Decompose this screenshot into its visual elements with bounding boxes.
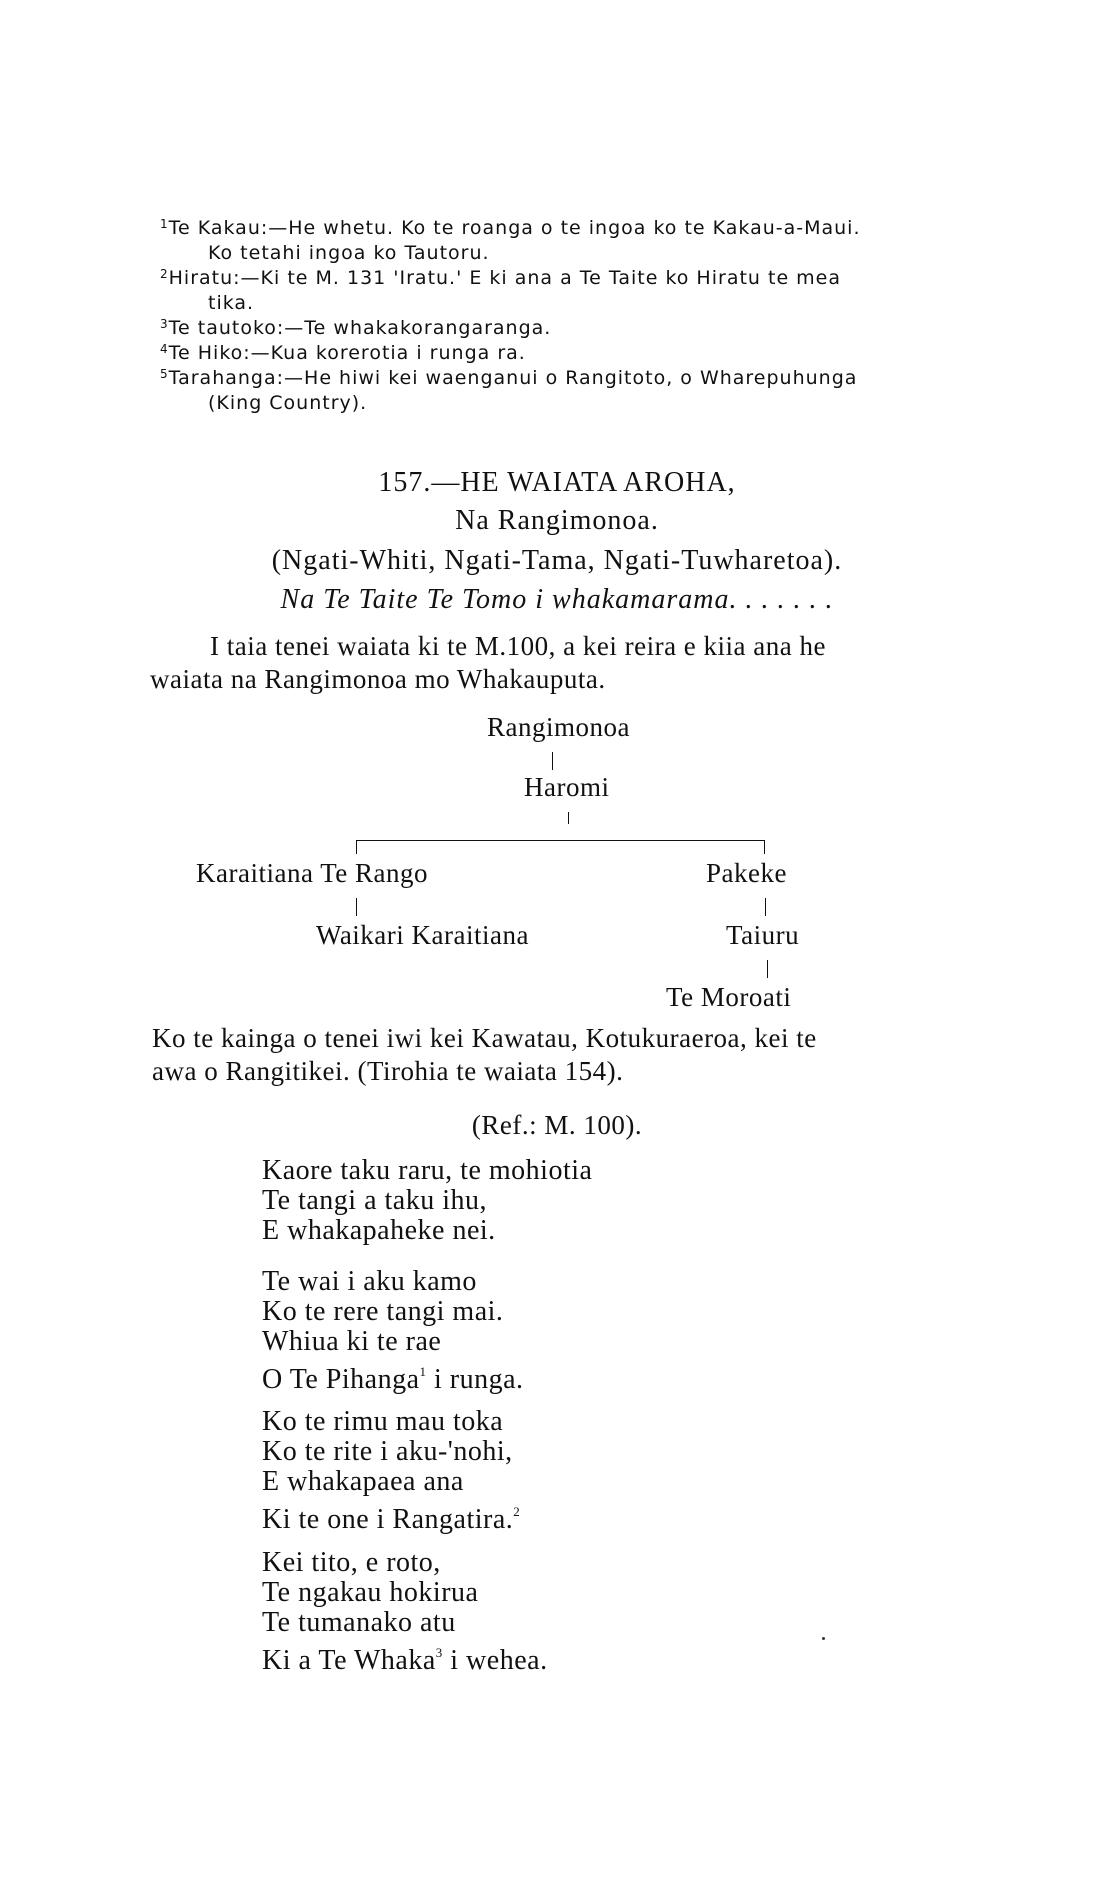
- verse-line: Te tangi a taku ihu,: [262, 1185, 487, 1216]
- footnote-number: 4: [160, 342, 169, 356]
- verse-line: Ko te rimu mau toka: [262, 1406, 504, 1437]
- footnote-text: Te tautoko:—Te whakakorangaranga.: [168, 317, 552, 339]
- footnote-2: [160, 262, 980, 316]
- footnote-number: 2: [160, 267, 169, 281]
- verse-line: Te wai i aku kamo: [262, 1266, 477, 1297]
- verse-text: Ki a Te Whaka: [262, 1645, 436, 1676]
- footnote-text: Ko tetahi ingoa ko Tautoru.: [208, 242, 490, 264]
- verse-text: Ki te one i Rangatira.: [262, 1504, 514, 1535]
- genealogy-connector: [356, 898, 357, 916]
- verse-line: Ko te rite i aku-'nohi,: [262, 1436, 513, 1467]
- footnote-number: 5: [160, 367, 169, 381]
- footnote-number: 3: [160, 317, 169, 331]
- note-line: awa o Rangitikei. (Tirohia te waiata 154).: [152, 1056, 624, 1086]
- genealogy-connector: [356, 840, 357, 854]
- intro-line: I taia tenei waiata ki te M.100, a kei reira e kiia ana he: [210, 631, 826, 661]
- stanza-4: [262, 1548, 548, 1676]
- stanza-3: [262, 1407, 520, 1535]
- genealogy-connector: [767, 960, 768, 978]
- footnote-text: (King Country).: [208, 392, 368, 414]
- verse-text: O Te Pihanga: [262, 1364, 420, 1395]
- footnote-text: Te Kakau:—He whetu. Ko te roanga o te ingoa ko te Kakau-a-Maui.: [168, 217, 861, 239]
- footnote-number: 1: [160, 217, 169, 231]
- footnote-text: Tarahanga:—He hiwi kei waenganui o Rangitoto, o Wharepuhunga: [168, 367, 858, 389]
- footnote-text: tika.: [208, 292, 255, 314]
- genealogy-right-1: Pakeke: [706, 858, 787, 888]
- verse-line: Kaore taku raru, te mohiotia: [262, 1155, 593, 1186]
- genealogy-branch-line: [356, 840, 764, 841]
- verse-line: Whiua ki te rae: [262, 1326, 442, 1357]
- genealogy-connector: [764, 840, 765, 854]
- intro-paragraph: [150, 630, 980, 696]
- stanza-1: [262, 1156, 592, 1246]
- verse-line: E whakapaheke nei.: [262, 1215, 496, 1246]
- verse-line: [262, 1638, 548, 1676]
- genealogy-left-2: Waikari Karaitiana: [316, 920, 529, 950]
- verse-line: Te ngakau hokirua: [262, 1577, 479, 1608]
- footnote-marker: 1: [419, 1364, 427, 1379]
- intro-line: waiata na Rangimonoa mo Whakauputa.: [150, 664, 606, 694]
- genealogy-connector: [552, 752, 553, 770]
- genealogy-right-3: Te Moroati: [666, 982, 792, 1012]
- song-title: 157.—HE WAIATA AROHA,: [378, 467, 736, 498]
- ink-speck: [822, 1637, 825, 1640]
- verse-text: i wehea.: [442, 1645, 548, 1676]
- genealogy-child: Haromi: [524, 772, 610, 802]
- verse-text: i runga.: [426, 1364, 524, 1395]
- footnote-text: Te Hiko:—Kua korerotia i runga ra.: [168, 342, 526, 364]
- verse-line: Ko te rere tangi mai.: [262, 1296, 504, 1327]
- genealogy-connector: [568, 812, 569, 824]
- song-tribes: (Ngati-Whiti, Ngati-Tama, Ngati-Tuwharetoa).: [271, 545, 843, 576]
- genealogy-root: Rangimonoa: [487, 712, 630, 742]
- footnote-marker: 2: [513, 1504, 521, 1519]
- genealogy-left-1: Karaitiana Te Rango: [196, 858, 429, 888]
- stanza-2: [262, 1267, 524, 1395]
- genealogy-connector: [765, 898, 766, 916]
- reference: (Ref.: M. 100).: [471, 1110, 643, 1140]
- verse-line: Kei tito, e roto,: [262, 1547, 441, 1578]
- song-author: Na Rangimonoa.: [455, 505, 659, 536]
- song-credit: Na Te Taite Te Tomo i whakamarama. . . . . . .: [280, 584, 834, 615]
- verse-line: [262, 1497, 520, 1535]
- location-note: [152, 1022, 982, 1088]
- note-line: Ko te kainga o tenei iwi kei Kawatau, Kotukuraeroa, kei te: [152, 1023, 817, 1053]
- footnote-5: [160, 362, 980, 416]
- verse-line: [262, 1357, 524, 1395]
- footnote-marker: 3: [435, 1645, 443, 1660]
- genealogy-right-2: Taiuru: [726, 920, 800, 950]
- footnote-1: [160, 212, 980, 266]
- verse-line: E whakapaea ana: [262, 1466, 464, 1497]
- verse-line: Te tumanako atu: [262, 1607, 456, 1638]
- footnote-text: Hiratu:—Ki te M. 131 'Iratu.' E ki ana a Te Taite ko Hiratu te mea: [168, 267, 842, 289]
